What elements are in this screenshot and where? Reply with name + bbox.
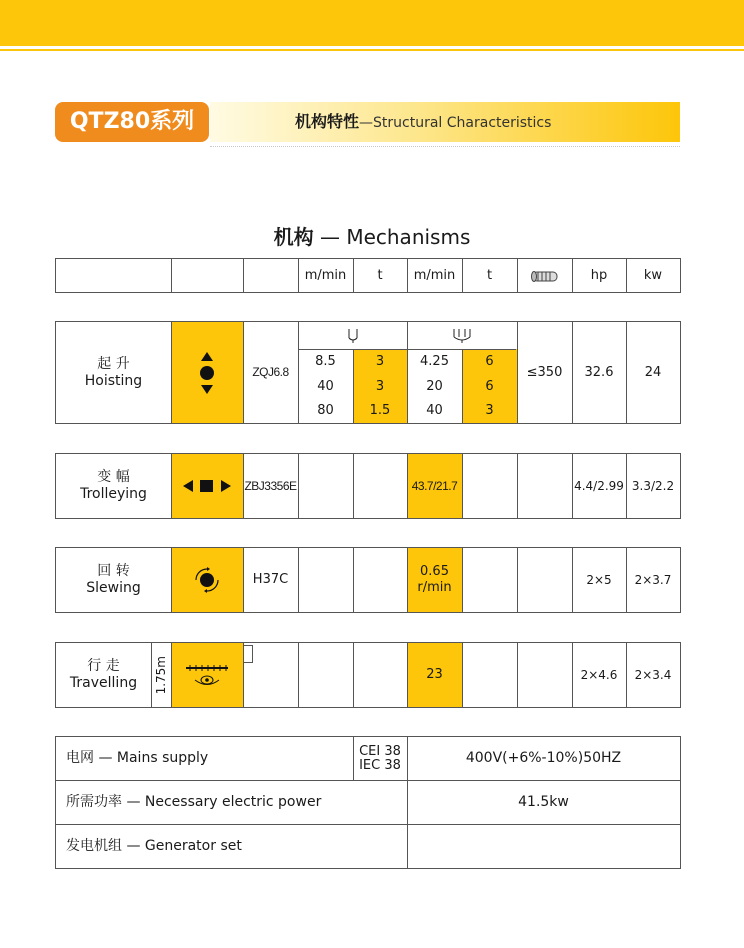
travelling-row bbox=[55, 642, 681, 708]
travelling-speed: 23 bbox=[426, 667, 443, 683]
slewing-model: H37C bbox=[252, 572, 289, 588]
header-row bbox=[55, 258, 681, 293]
header-speed1-unit: m/min bbox=[304, 267, 347, 283]
hoisting-load1-2: 1.5 bbox=[369, 403, 391, 419]
up-down-arrows-icon bbox=[171, 322, 243, 423]
trolleying-hp: 4.4/2.99 bbox=[574, 478, 624, 493]
header-load2-unit: t bbox=[486, 267, 493, 283]
four-fall-hook-icon bbox=[407, 322, 517, 349]
model-badge: QTZ80系列 bbox=[55, 102, 209, 142]
slewing-label bbox=[56, 548, 171, 612]
hoisting-label-en: Hoisting bbox=[84, 372, 143, 389]
top-banner-line bbox=[0, 49, 744, 51]
hoisting-rope: ≤350 bbox=[526, 364, 563, 380]
trolleying-row bbox=[55, 453, 681, 519]
left-right-arrows-icon bbox=[171, 454, 243, 518]
slewing-speed bbox=[407, 548, 462, 612]
slewing-label-cn: 回 转 bbox=[97, 563, 130, 580]
section-divider bbox=[210, 146, 680, 147]
slewing-speed-value: 0.65 bbox=[420, 564, 449, 580]
top-banner bbox=[0, 0, 744, 46]
trolleying-model: ZBJ3356E bbox=[244, 478, 297, 493]
slewing-kw: 2×3.7 bbox=[634, 572, 672, 587]
standard-cei: CEI 38 bbox=[359, 743, 401, 759]
slewing-speed-unit: r/min bbox=[417, 580, 452, 595]
mechanisms-heading-cn: 机构 bbox=[273, 225, 314, 249]
track-gauge-value: 1.75m bbox=[154, 655, 169, 695]
hoisting-label-cn: 起 升 bbox=[97, 355, 130, 372]
wire-rope-drum-icon bbox=[517, 259, 572, 292]
mechanisms-heading bbox=[0, 224, 744, 250]
section-title-en: —Structural Characteristics bbox=[359, 115, 552, 131]
rail-carriage-icon bbox=[171, 643, 243, 707]
hoisting-hp: 32.6 bbox=[584, 364, 614, 380]
travelling-hp: 2×4.6 bbox=[580, 667, 618, 682]
section-title-cn: 机构特性 bbox=[295, 112, 360, 131]
power-table bbox=[55, 736, 681, 869]
travelling-kw: 2×3.4 bbox=[634, 667, 672, 682]
travelling-label bbox=[56, 643, 151, 707]
track-gauge bbox=[151, 643, 171, 707]
standard-iec: IEC 38 bbox=[359, 757, 401, 773]
two-fall-hook-icon bbox=[298, 322, 407, 349]
hoisting-speed2-0: 4.25 bbox=[420, 353, 449, 369]
section-title bbox=[295, 110, 551, 135]
trolleying-label bbox=[56, 454, 171, 518]
hoisting-load2-0: 6 bbox=[485, 353, 494, 369]
trolleying-speed: 43.7/21.7 bbox=[411, 478, 458, 493]
hoisting-label bbox=[56, 322, 171, 423]
hoisting-model: ZQJ6.8 bbox=[252, 365, 289, 380]
hoisting-speed1-2: 80 bbox=[317, 403, 334, 419]
slewing-label-en: Slewing bbox=[86, 580, 141, 596]
hoisting-load1-0: 3 bbox=[375, 353, 385, 369]
trolleying-label-cn: 变 幅 bbox=[97, 469, 130, 486]
electric-power-label: 所需功率 — Necessary electric power bbox=[66, 793, 322, 810]
mains-standards bbox=[353, 737, 407, 780]
hoisting-speed1-1: 40 bbox=[317, 378, 334, 394]
header-kw: kw bbox=[643, 267, 663, 283]
hoisting-row bbox=[55, 321, 681, 424]
rotate-circle-icon bbox=[171, 548, 243, 612]
trolleying-label-en: Trolleying bbox=[80, 486, 147, 502]
hoisting-load2-1: 6 bbox=[485, 378, 494, 394]
gauge-marker bbox=[243, 645, 253, 663]
hoisting-speed1-0: 8.5 bbox=[315, 353, 336, 369]
mains-supply-label: 电网 — Mains supply bbox=[66, 750, 209, 767]
trolleying-kw: 3.3/2.2 bbox=[631, 478, 675, 493]
mechanisms-heading-en: — Mechanisms bbox=[313, 225, 471, 249]
electric-power-value: 41.5kw bbox=[518, 793, 569, 810]
slewing-row bbox=[55, 547, 681, 613]
hoisting-speed2-1: 20 bbox=[426, 378, 443, 394]
generator-set-value bbox=[407, 824, 680, 868]
mains-supply-value: 400V(+6%-10%)50HZ bbox=[465, 750, 622, 767]
hoisting-load2-2: 3 bbox=[485, 403, 494, 419]
slewing-hp: 2×5 bbox=[586, 572, 612, 587]
hoisting-load1-1: 3 bbox=[375, 378, 385, 394]
header-hp: hp bbox=[590, 267, 608, 283]
hoisting-speed2-2: 40 bbox=[426, 403, 443, 419]
travelling-label-en: Travelling bbox=[69, 675, 138, 691]
header-load1-unit: t bbox=[377, 267, 383, 283]
hoisting-kw: 24 bbox=[644, 364, 662, 380]
travelling-label-cn: 行 走 bbox=[87, 658, 120, 675]
generator-set-label: 发电机组 — Generator set bbox=[66, 837, 242, 854]
header-speed2-unit: m/min bbox=[413, 267, 456, 283]
